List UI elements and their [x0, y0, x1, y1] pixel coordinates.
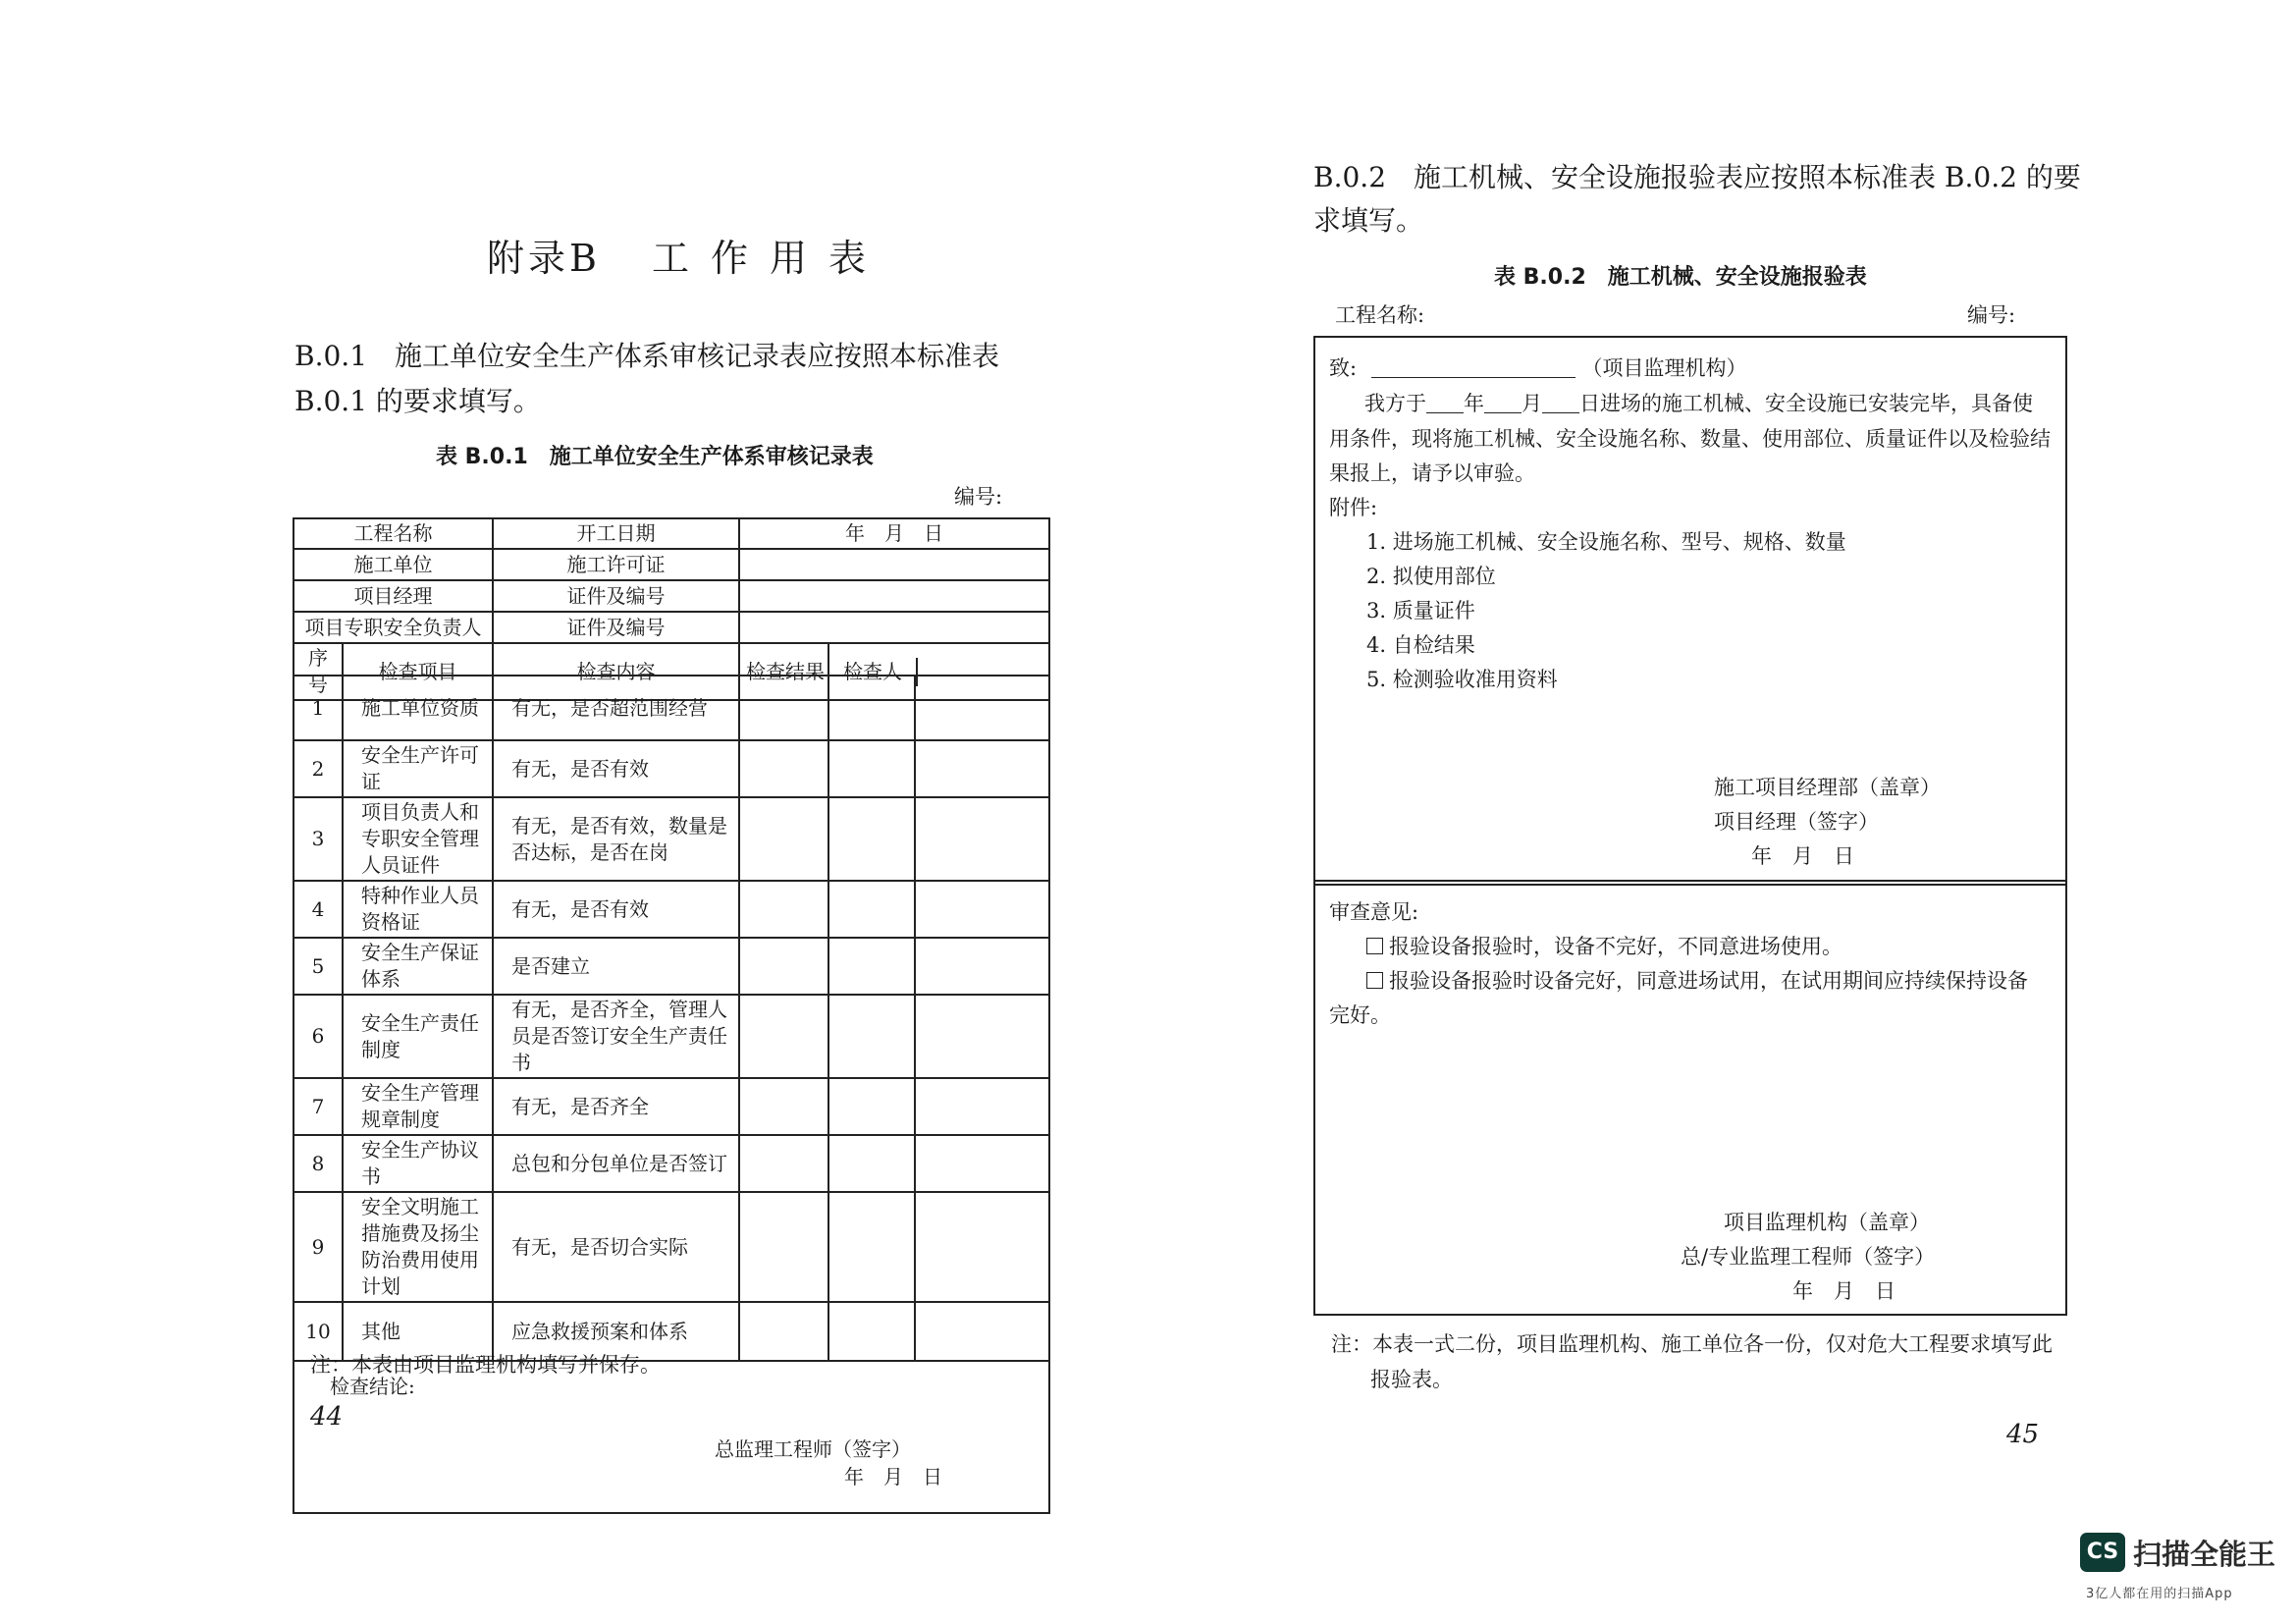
row-inspector	[828, 881, 915, 938]
row-result	[739, 797, 828, 881]
appendix-title-prefix: 附录B	[487, 237, 601, 280]
header-officer-cert-value	[739, 612, 1049, 643]
row-inspector	[828, 740, 915, 797]
col-result: 检查结果	[739, 643, 828, 700]
option-2-checkbox[interactable]	[1366, 972, 1383, 989]
to-line	[1329, 352, 1746, 386]
header-safety-officer-label: 项目专职安全负责人	[294, 612, 493, 643]
review-date: 年 月 日	[1792, 1279, 1896, 1303]
row-blank	[915, 676, 1049, 740]
col-inspector: 检查人	[829, 658, 918, 686]
table-b01-serial-label: 编号:	[954, 485, 1003, 509]
table-b02-note-line1: 注：本表一式二份，项目监理机构、施工单位各一份，仅对危大工程要求填写此	[1331, 1332, 2053, 1356]
table-row	[294, 1078, 1049, 1135]
chief-engineer-sign: 总监理工程师（签字）	[715, 1437, 911, 1461]
row-no: 7	[294, 1078, 343, 1135]
to-suffix: （项目监理机构）	[1581, 356, 1747, 380]
body-rest: 日进场的施工机械、安全设施已安装完毕，具备使	[1579, 392, 2033, 415]
day-blank	[1542, 389, 1579, 413]
attachment-2: 2. 拟使用部位	[1366, 565, 1496, 588]
camscanner-app-name: 扫描全能王	[2133, 1538, 2276, 1571]
row-blank	[915, 1078, 1049, 1135]
year-blank	[1426, 389, 1464, 413]
col-no: 序号	[294, 643, 343, 700]
row-no: 8	[294, 1135, 343, 1192]
row-content: 有无，是否有效	[493, 740, 739, 797]
body-line-3: 果报上，请予以审验。	[1329, 461, 1535, 485]
row-result	[739, 995, 828, 1078]
row-content: 是否建立	[493, 938, 739, 995]
row-no: 1	[294, 676, 343, 740]
paragraph-b01-line1: B.0.1 施工单位安全生产体系审核记录表应按照本标准表	[294, 340, 1000, 372]
header-start-date-value: 年 月 日	[739, 518, 1049, 549]
table-b01-note: 注：本表由项目监理机构填写并保存。	[310, 1353, 661, 1377]
to-label: 致:	[1329, 356, 1358, 380]
review-option-2	[1366, 964, 2028, 999]
safety-system-audit-table	[293, 517, 1050, 701]
row-item: 安全生产责任制度	[343, 995, 493, 1078]
paragraph-b01-line2: B.0.1 的要求填写。	[294, 385, 541, 417]
row-item: 其他	[343, 1302, 493, 1361]
header-pm-cert-label: 证件及编号	[493, 580, 739, 612]
project-manager-sign: 项目经理（签字）	[1714, 810, 1879, 834]
attachment-3: 3. 质量证件	[1366, 599, 1475, 622]
row-inspector	[828, 1135, 915, 1192]
row-item: 安全文明施工措施费及扬尘防治费用使用计划	[343, 1192, 493, 1302]
row-item: 特种作业人员资格证	[343, 881, 493, 938]
row-no: 9	[294, 1192, 343, 1302]
header-project-name-label: 工程名称	[294, 518, 493, 549]
body-line-2: 用条件，现将施工机械、安全设施名称、数量、使用部位、质量证件以及检验结	[1329, 427, 2051, 451]
header-start-date-label: 开工日期	[493, 518, 739, 549]
header-pm-cert-value	[739, 580, 1049, 612]
row-inspector	[828, 1078, 915, 1135]
row-inspector	[828, 676, 915, 740]
table-row	[294, 995, 1049, 1078]
row-item: 安全生产管理规章制度	[343, 1078, 493, 1135]
row-content: 有无，是否有效	[493, 881, 739, 938]
page-number-left: 44	[310, 1402, 344, 1432]
row-item: 施工单位资质	[343, 676, 493, 740]
row-inspector	[828, 995, 915, 1078]
row-result	[739, 1192, 828, 1302]
row-no: 6	[294, 995, 343, 1078]
appendix-title-main: 工作用表	[652, 237, 888, 280]
header-project-manager-label: 项目经理	[294, 580, 493, 612]
row-content: 有无，是否切合实际	[493, 1192, 739, 1302]
contractor-dept-seal: 施工项目经理部（盖章）	[1714, 776, 1941, 799]
row-content: 总包和分包单位是否签订	[493, 1135, 739, 1192]
row-item: 安全生产协议书	[343, 1135, 493, 1192]
body-line-1	[1364, 387, 2033, 421]
table-row	[294, 676, 1049, 740]
row-no: 4	[294, 881, 343, 938]
row-blank	[915, 938, 1049, 995]
table-b01-title: 表 B.0.1 施工单位安全生产体系审核记录表	[436, 445, 874, 469]
conclusion-label: 检查结论:	[330, 1375, 415, 1398]
row-blank	[915, 995, 1049, 1078]
table-b02-title: 表 B.0.2 施工机械、安全设施报验表	[1494, 265, 1867, 290]
table-row	[294, 881, 1049, 938]
body-we: 我方于	[1364, 392, 1426, 415]
table-row	[294, 797, 1049, 881]
row-blank	[915, 881, 1049, 938]
row-result	[739, 676, 828, 740]
row-inspector	[828, 1302, 915, 1361]
row-result	[739, 938, 828, 995]
row-no: 3	[294, 797, 343, 881]
header-contractor-label: 施工单位	[294, 549, 493, 580]
header-permit-label: 施工许可证	[493, 549, 739, 580]
row-blank	[915, 1192, 1049, 1302]
attachment-1: 1. 进场施工机械、安全设施名称、型号、规格、数量	[1366, 530, 1846, 554]
paragraph-b02-line2: 求填写。	[1313, 204, 1424, 237]
month-blank	[1484, 389, 1522, 413]
camscanner-tagline: 3亿人都在用的扫描App	[2086, 1587, 2233, 1601]
conclusion-sign-date: 年 月 日	[844, 1465, 942, 1488]
table-row	[294, 1135, 1049, 1192]
camscanner-logo: CS	[2080, 1533, 2125, 1572]
paragraph-b02-line1: B.0.2 施工机械、安全设施报验表应按照本标准表 B.0.2 的要	[1313, 161, 2081, 193]
col-item: 检查项目	[343, 643, 493, 700]
application-date: 年 月 日	[1751, 844, 1854, 868]
table-row	[294, 740, 1049, 797]
project-name-label: 工程名称:	[1335, 303, 1425, 327]
row-no: 5	[294, 938, 343, 995]
attachments-label: 附件:	[1329, 496, 1378, 519]
attachment-4: 4. 自检结果	[1366, 633, 1475, 657]
row-blank	[915, 740, 1049, 797]
appendix-title	[487, 228, 887, 282]
body-year: 年	[1464, 392, 1484, 415]
attachment-5: 5. 检测验收准用资料	[1366, 668, 1558, 691]
row-result	[739, 1135, 828, 1192]
row-inspector	[828, 1192, 915, 1302]
review-option-2-line2: 完好。	[1329, 1003, 1391, 1027]
engineer-sign: 总/专业监理工程师（签字）	[1681, 1245, 1936, 1269]
row-item: 项目负责人和专职安全管理人员证件	[343, 797, 493, 881]
row-result	[739, 1078, 828, 1135]
row-no: 10	[294, 1302, 343, 1361]
option-1-text: 报验设备报验时，设备不完好，不同意进场使用。	[1389, 935, 1842, 958]
row-item: 安全生产保证体系	[343, 938, 493, 995]
row-blank	[915, 1302, 1049, 1361]
body-month: 月	[1522, 392, 1542, 415]
review-section	[1313, 880, 2067, 1316]
safety-system-audit-rows	[293, 675, 1050, 1514]
table-row	[294, 938, 1049, 995]
row-no: 2	[294, 740, 343, 797]
table-row	[294, 1192, 1049, 1302]
row-blank	[915, 797, 1049, 881]
row-blank	[915, 1135, 1049, 1192]
conclusion-cell	[294, 1361, 1049, 1513]
row-content: 有无，是否齐全	[493, 1078, 739, 1135]
row-inspector	[828, 938, 915, 995]
col-content: 检查内容	[493, 643, 739, 700]
row-result	[739, 881, 828, 938]
option-1-checkbox[interactable]	[1366, 938, 1383, 954]
row-content: 应急救援预案和体系	[493, 1302, 739, 1361]
table-b02-serial-label: 编号:	[1967, 303, 2016, 327]
row-result	[739, 740, 828, 797]
application-section	[1313, 336, 2067, 886]
review-option-1	[1366, 930, 1842, 964]
page-number-right: 45	[2006, 1420, 2040, 1449]
review-label: 审查意见:	[1329, 900, 1419, 924]
to-blank	[1371, 353, 1575, 378]
row-content: 有无，是否超范围经营	[493, 676, 739, 740]
header-officer-cert-label: 证件及编号	[493, 612, 739, 643]
table-b02-note-line2: 报验表。	[1370, 1368, 1453, 1391]
supervision-seal: 项目监理机构（盖章）	[1724, 1211, 1930, 1234]
option-2-text: 报验设备报验时设备完好，同意进场试用，在试用期间应持续保持设备	[1389, 969, 2028, 993]
row-content: 有无，是否齐全，管理人员是否签订安全生产责任书	[493, 995, 739, 1078]
header-permit-value	[739, 549, 1049, 580]
row-inspector	[828, 797, 915, 881]
row-result	[739, 1302, 828, 1361]
row-content: 有无，是否有效，数量是否达标，是否在岗	[493, 797, 739, 881]
row-item: 安全生产许可证	[343, 740, 493, 797]
